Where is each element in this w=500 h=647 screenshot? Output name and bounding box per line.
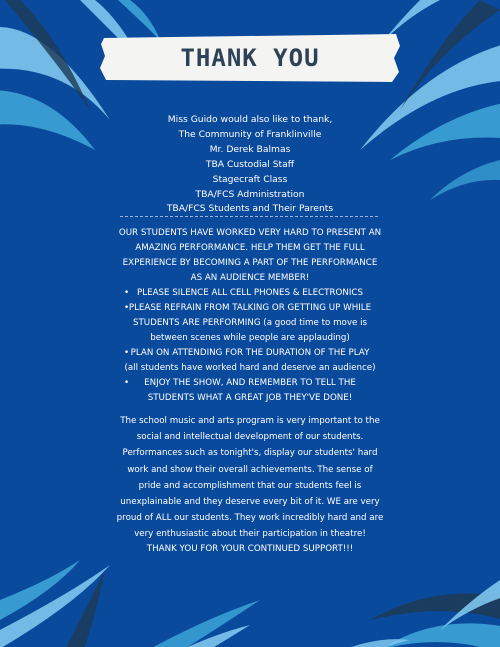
acknowledgements-list <box>100 113 400 217</box>
thanks-line: Stagecraft Class <box>212 173 288 185</box>
closing-line: unexplainable and they deserve every bit of it. WE are very <box>120 497 380 508</box>
audience-guidelines <box>118 226 382 406</box>
page-title: THANK YOU <box>180 44 320 72</box>
support-thanks-line: THANK YOU FOR YOUR CONTINUED SUPPORT!!! <box>146 544 354 554</box>
dashed-divider <box>120 216 378 217</box>
intro-paragraph <box>118 226 382 286</box>
rule-line: (all students have worked hard and deserve an audience) <box>124 363 376 373</box>
bullet-icon: • <box>124 288 130 298</box>
rule-line: PLEASE SILENCE ALL CELL PHONES & ELECTRONICS <box>137 288 363 298</box>
intro-line: OUR STUDENTS HAVE WORKED VERY HARD TO PRESENT AN <box>118 228 382 238</box>
rule-line: PLAN ON ATTENDING FOR THE DURATION OF THE PLAY <box>130 348 370 358</box>
thanks-line: TBA/FCS Administration <box>195 188 305 200</box>
rules-list <box>118 286 382 406</box>
closing-line: work and show their overall achievements. The sense of <box>127 464 373 475</box>
intro-line: EXPERIENCE BY BECOMING A PART OF THE PERFORMANCE <box>122 258 378 268</box>
closing-line: pride and accomplishment that our students feel is <box>138 480 362 491</box>
thanks-line: TBA/FCS Students and Their Parents <box>166 203 334 215</box>
closing-line: proud of ALL our students. They work incredibly hard and are <box>116 513 384 524</box>
rule-line: STUDENTS WHAT A GREAT JOB THEY'VE DONE! <box>147 393 353 403</box>
closing-paragraph <box>100 413 400 543</box>
title-banner <box>100 32 400 84</box>
rule-line: PLEASE REFRAIN FROM TALKING OR GETTING UP WHILE <box>128 303 372 313</box>
rule-line: ENJOY THE SHOW, AND REMEMBER TO TELL THE <box>144 378 356 388</box>
list-item <box>118 376 382 406</box>
list-item <box>118 286 382 301</box>
thanks-line: TBA Custodial Staff <box>205 158 295 170</box>
closing-line: The school music and arts program is very important to the <box>120 416 380 426</box>
intro-line: AMAZING PERFORMANCE. HELP THEM GET THE FULL <box>135 243 365 253</box>
bullet-icon: • <box>124 303 130 313</box>
list-item <box>118 301 382 346</box>
list-item <box>118 346 382 376</box>
intro-line: AS AN AUDIENCE MEMBER! <box>190 273 310 283</box>
rule-line: STUDENTS ARE PERFORMING (a good time to move is <box>132 318 368 328</box>
thanks-line: Mr. Derek Balmas <box>209 143 291 155</box>
bullet-icon: • <box>124 378 130 388</box>
closing-line: Performances such as tonight's, display our students' hard <box>122 448 378 459</box>
thanks-line: The Community of Franklinville <box>178 128 322 140</box>
rule-line: between scenes while people are applauding) <box>150 333 350 343</box>
closing-line: social and intellectual development of our students. <box>136 432 364 443</box>
closing-line: very enthusiastic about their participation in theatre! <box>134 529 366 540</box>
thanks-line: Miss Guido would also like to thank, <box>167 114 333 125</box>
bullet-icon: • <box>124 348 130 358</box>
